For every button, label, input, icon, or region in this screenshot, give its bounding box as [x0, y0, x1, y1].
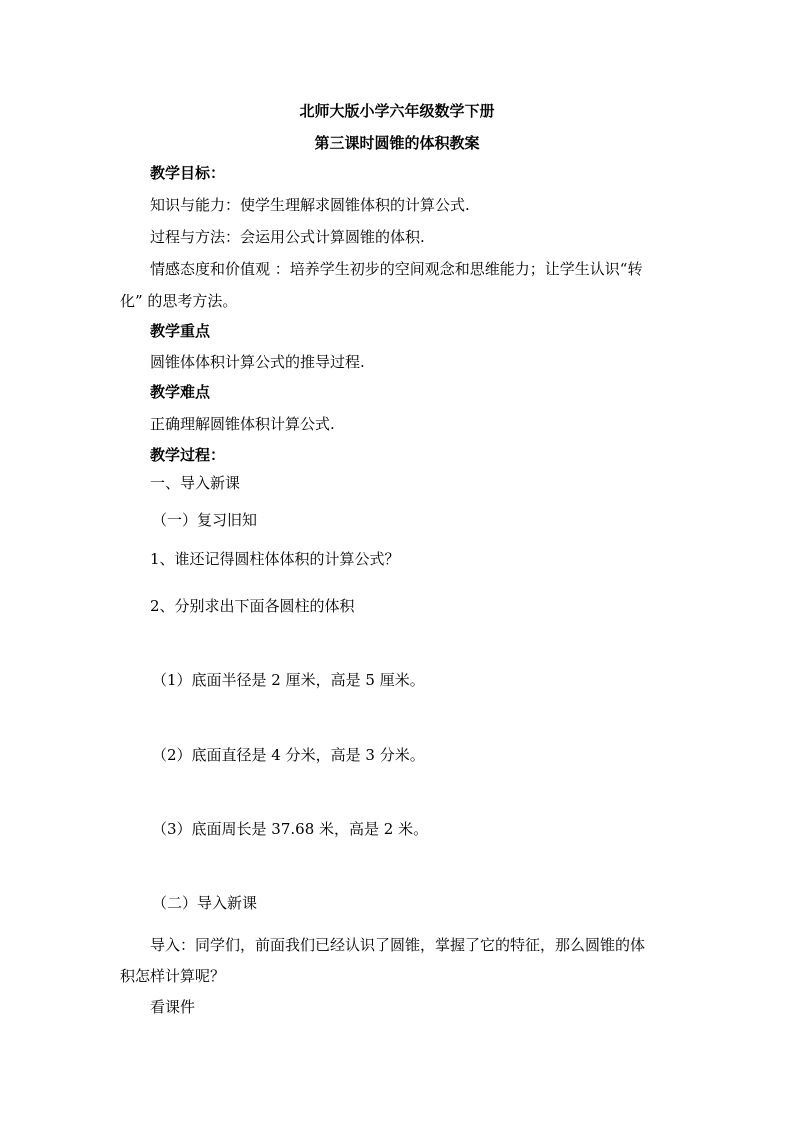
- intro-line1: 导入：同学们，前面我们已经认识了圆锥，掌握了它的特征，那么圆锥的体: [150, 936, 646, 954]
- objectives-heading: 教学目标：: [150, 164, 226, 182]
- keypoint-text: 圆锥体体积计算公式的推导过程.: [150, 353, 365, 371]
- objective-knowledge: 知识与能力：使学生理解求圆锥体积的计算公式.: [150, 196, 470, 214]
- document-title: 北师大版小学六年级数学下册: [299, 102, 495, 120]
- exercise-item-2: （2）底面直径是 4 分米，高是 3 分米。: [152, 746, 425, 764]
- objective-process: 过程与方法：会运用公式计算圆锥的体积.: [150, 228, 425, 246]
- objective-attitude-line2: 化” 的思考方法。: [120, 292, 238, 310]
- intro-line2: 积怎样计算呢？: [120, 967, 226, 985]
- keypoint-heading: 教学重点: [150, 322, 211, 340]
- section-one-heading: 一、导入新课: [150, 474, 241, 492]
- question-1: 1、谁还记得圆柱体体积的计算公式？: [150, 550, 400, 568]
- subsection-review-heading: （一）复习旧知: [152, 511, 258, 529]
- courseware-line: 看课件: [150, 998, 196, 1016]
- objective-attitude-line1: 情感态度和价值观 ：培养学生初步的空间观念和思维能力；让学生认识“转: [150, 260, 643, 278]
- exercise-item-1: （1）底面半径是 2 厘米，高是 5 厘米。: [152, 671, 425, 689]
- exercise-item-3: （3）底面周长是 37.68 米，高是 2 米。: [152, 820, 429, 838]
- difficulty-heading: 教学难点: [150, 383, 211, 401]
- document-subtitle: 第三课时圆锥的体积教案: [314, 134, 480, 152]
- process-heading: 教学过程：: [150, 446, 226, 464]
- difficulty-text: 正确理解圆锥体积计算公式.: [150, 415, 335, 433]
- subsection-intro-heading: （二）导入新课: [152, 894, 258, 912]
- question-2: 2、分别求出下面各圆柱的体积: [150, 597, 355, 615]
